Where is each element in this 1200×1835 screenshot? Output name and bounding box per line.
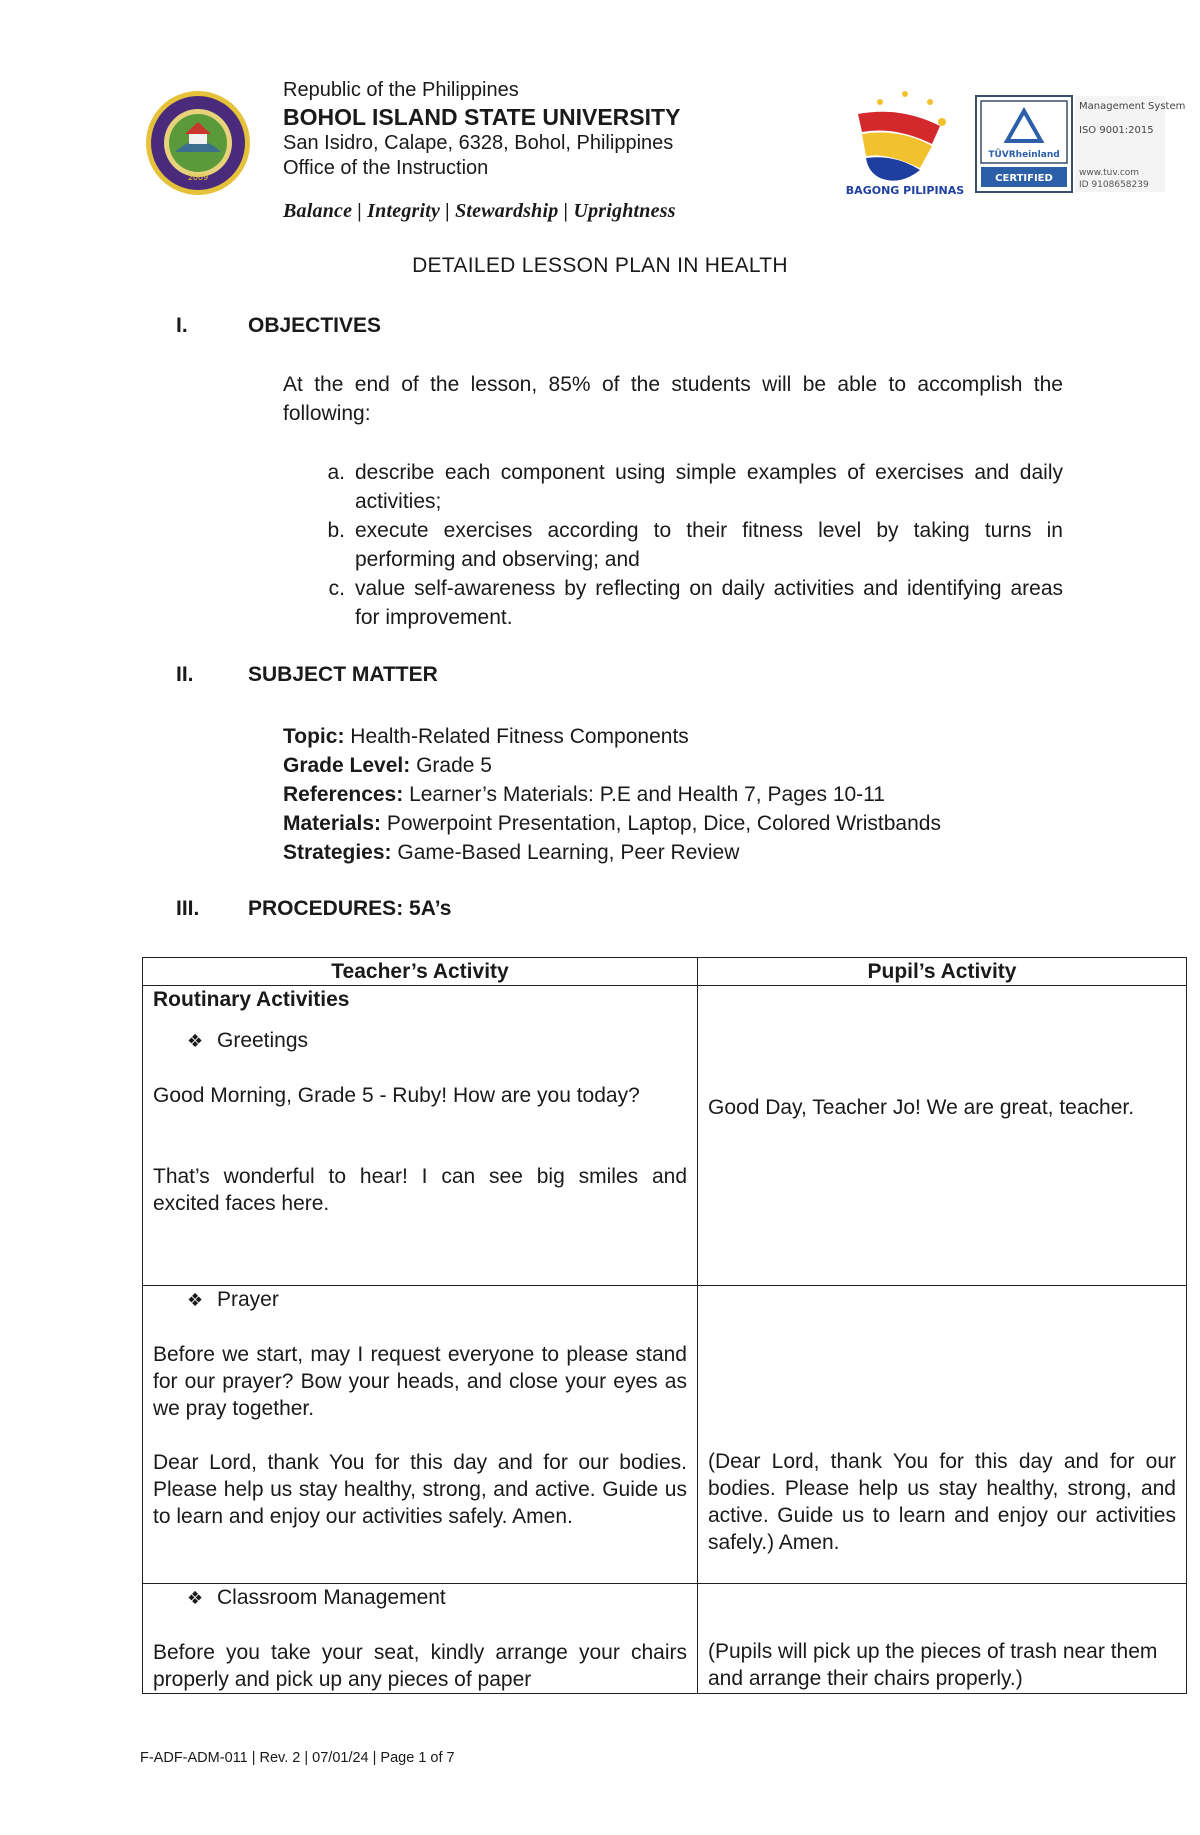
classroom-label: Classroom Management xyxy=(217,1586,446,1609)
section-title-subject: SUBJECT MATTER xyxy=(248,663,438,686)
university-address: San Isidro, Calape, 6328, Bohol, Philippines xyxy=(283,132,674,154)
section-number-objectives: I. xyxy=(176,314,188,337)
classroom-bullet xyxy=(153,1584,687,1612)
section-title-objectives: OBJECTIVES xyxy=(248,314,382,337)
prayer-bullet xyxy=(153,1286,687,1314)
teacher-cell-greetings xyxy=(143,986,698,1286)
objective-letter: a. xyxy=(327,461,345,484)
tuv-certification-logo xyxy=(975,95,1186,193)
teacher-prayer-text: Dear Lord, thank You for this day and for our bodies. Please help us stay healthy, strong, and active. Guide us to learn and enjoy our activities safely. Amen. xyxy=(153,1451,687,1528)
subject-matter-details xyxy=(283,722,941,867)
teacher-cell-classroom xyxy=(143,1584,698,1694)
greetings-label: Greetings xyxy=(217,1029,309,1052)
pupil-activity-header: Pupil’s Activity xyxy=(698,958,1187,986)
references-row xyxy=(283,780,941,809)
objective-item xyxy=(283,574,1063,632)
strategies-row xyxy=(283,838,941,867)
objective-item xyxy=(283,516,1063,574)
table-header-row xyxy=(143,958,1187,986)
tuv-brand-text: TÜVRheinland xyxy=(988,150,1060,160)
pupil-cell-classroom xyxy=(698,1584,1187,1694)
pupil-classroom-text: (Pupils will pick up the pieces of trash near them and arrange their chairs properly.) xyxy=(708,1640,1158,1690)
university-motto: Balance | Integrity | Stewardship | Uprightness xyxy=(283,200,676,222)
routinary-activities-heading: Routinary Activities xyxy=(153,988,350,1011)
office-name: Office of the Instruction xyxy=(283,157,489,179)
grade-row xyxy=(283,751,941,780)
document-title: DETAILED LESSON PLAN IN HEALTH xyxy=(412,254,788,277)
teacher-prayer-request: Before we start, may I request everyone to please stand for our prayer? Bow your heads, and close your eyes as we pray together. xyxy=(153,1343,687,1420)
objective-text: describe each component using simple examples of exercises and daily activities; xyxy=(355,461,1063,513)
pupil-greeting-text: Good Day, Teacher Jo! We are great, teacher. xyxy=(708,1096,1135,1119)
section-number-procedures: III. xyxy=(176,897,200,920)
objective-item xyxy=(283,458,1063,516)
section-number-subject: II. xyxy=(176,663,194,686)
greetings-bullet xyxy=(153,1027,687,1055)
materials-value: Powerpoint Presentation, Laptop, Dice, Colored Wristbands xyxy=(381,812,941,835)
pupil-cell-prayer xyxy=(698,1286,1187,1584)
university-header xyxy=(283,78,803,181)
teacher-classroom-text: Before you take your seat, kindly arrange your chairs properly and pick up any pieces of paper xyxy=(153,1641,687,1691)
materials-label: Materials: xyxy=(283,812,382,835)
section-title-procedures: PROCEDURES: 5A’s xyxy=(248,897,452,920)
diamond-bullet-icon: ❖ xyxy=(187,1031,204,1051)
grade-value: Grade 5 xyxy=(410,754,492,777)
bagong-pilipinas-text: BAGONG PILIPINAS xyxy=(845,184,965,197)
teacher-activity-header: Teacher’s Activity xyxy=(143,958,698,986)
objective-text: execute exercises according to their fitness level by taking turns in performing and observing; and xyxy=(355,519,1063,571)
strategies-label: Strategies: xyxy=(283,841,392,864)
diamond-bullet-icon: ❖ xyxy=(187,1588,204,1608)
university-name: BOHOL ISLAND STATE UNIVERSITY xyxy=(283,104,681,130)
table-row-prayer xyxy=(143,1286,1187,1584)
references-label: References: xyxy=(283,783,404,806)
strategies-value: Game-Based Learning, Peer Review xyxy=(391,841,740,864)
prayer-label: Prayer xyxy=(217,1288,279,1311)
diamond-bullet-icon: ❖ xyxy=(187,1290,204,1310)
references-value: Learner’s Materials: P.E and Health 7, Pages 10-11 xyxy=(403,783,885,806)
tuv-iso-text: ISO 9001:2015 xyxy=(1079,125,1154,136)
pupil-prayer-text: (Dear Lord, thank You for this day and for our bodies. Please help us stay healthy, strong, and active. Guide us to learn and enjoy our activities safely.) Amen. xyxy=(708,1450,1176,1554)
topic-label: Topic: xyxy=(283,725,345,748)
table-row-greetings xyxy=(143,986,1187,1286)
bagong-pilipinas-logo xyxy=(840,86,970,198)
teacher-greeting-text: Good Morning, Grade 5 - Ruby! How are you today? xyxy=(153,1084,640,1107)
grade-label: Grade Level: xyxy=(283,754,411,777)
topic-value: Health-Related Fitness Components xyxy=(344,725,689,748)
svg-text:2009: 2009 xyxy=(187,173,209,182)
topic-row xyxy=(283,722,941,751)
tuv-id-text: ID 9108658239 xyxy=(1079,180,1149,190)
teacher-greeting-reply: That’s wonderful to hear! I can see big smiles and excited faces here. xyxy=(153,1165,687,1215)
document-footer: F-ADF-ADM-011 | Rev. 2 | 07/01/24 | Page 1 of 7 xyxy=(140,1750,455,1766)
materials-row xyxy=(283,809,941,838)
objective-letter: c. xyxy=(328,577,345,600)
procedures-table xyxy=(142,957,1187,1694)
tuv-certified-text: CERTIFIED xyxy=(995,173,1053,184)
tuv-site-text: www.tuv.com xyxy=(1079,168,1140,178)
objective-text: value self-awareness by reflecting on daily activities and identifying areas for improvement. xyxy=(355,577,1063,629)
tuv-management-text: Management System xyxy=(1079,101,1186,112)
university-seal-logo xyxy=(145,90,251,196)
objective-letter: b. xyxy=(327,519,345,542)
pupil-cell-greetings xyxy=(698,986,1187,1286)
objectives-intro: At the end of the lesson, 85% of the students will be able to accomplish the following: xyxy=(283,373,1063,425)
country-text: Republic of the Philippines xyxy=(283,79,519,101)
teacher-cell-prayer xyxy=(143,1286,698,1584)
table-row-classroom xyxy=(143,1584,1187,1694)
objectives-list xyxy=(283,458,1063,632)
